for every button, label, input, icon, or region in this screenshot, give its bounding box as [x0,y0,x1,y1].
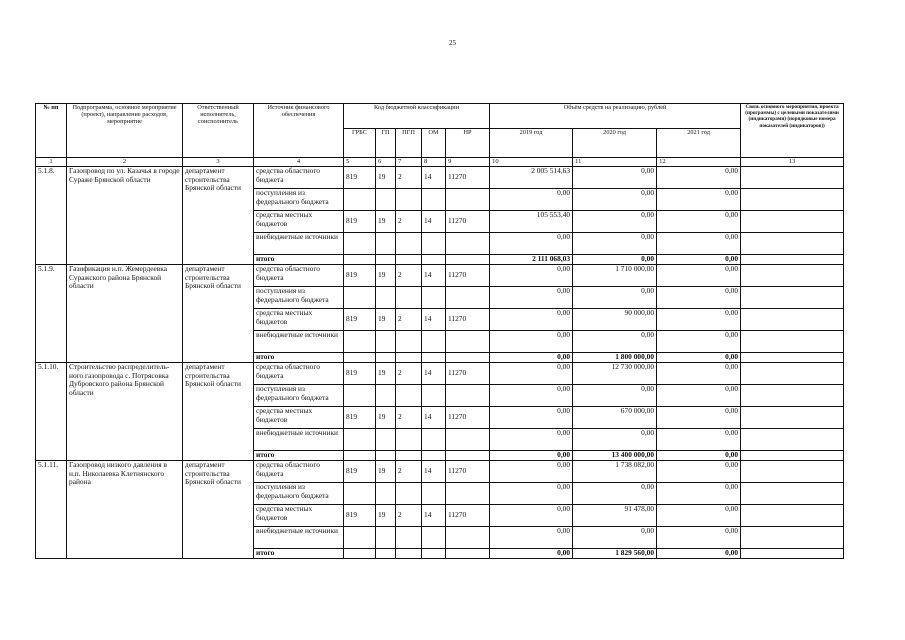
indicator-link [741,255,844,265]
budget-code-grbs [344,189,376,211]
budget-code-pgp [396,429,422,451]
budget-code-gp [376,549,396,559]
colnum-12: 12 [657,158,741,167]
amount-2020: 1 800 000,00 [573,353,657,363]
colnum-9: 9 [446,158,490,167]
funding-source: внебюджетные источники [254,527,344,549]
budget-code-grbs [344,385,376,407]
header-om: ОМ [422,129,446,158]
budget-code-grbs [344,353,376,363]
colnum-8: 8 [422,158,446,167]
amount-2021: 0,00 [657,461,741,483]
budget-code-om: 14 [422,407,446,429]
budget-code-nr [446,189,490,211]
budget-code-nr [446,287,490,309]
budget-code-grbs [344,451,376,461]
budget-code-nr: 11270 [446,167,490,189]
funding-source: итого [254,353,344,363]
budget-code-nr: 11270 [446,363,490,385]
header-name: Подпрограмма, основное мероприятие (проект), направление расходов, мероприятие [67,104,183,158]
page-number: 25 [449,39,456,47]
budget-code-gp [376,483,396,505]
colnum-5: 5 [344,158,376,167]
amount-2021: 0,00 [657,287,741,309]
budget-code-grbs [344,429,376,451]
funding-source: средства местных бюджетов [254,407,344,429]
budget-code-gp [376,287,396,309]
project-number: 5.1.11. [36,461,67,559]
amount-2019: 0,00 [490,331,573,353]
budget-code-grbs: 819 [344,363,376,385]
indicator-link [741,527,844,549]
budget-code-om: 14 [422,363,446,385]
amount-2021: 0,00 [657,211,741,233]
amount-2021: 0,00 [657,549,741,559]
budget-code-gp [376,429,396,451]
amount-2020: 0,00 [573,255,657,265]
amount-2020: 1 738 082,00 [573,461,657,483]
header-link: Связь основного мероприятия, проекта (программы) с целевыми показателями (индикаторами) (порядковые номера показателей (индикаторов)) [741,104,844,158]
amount-2021: 0,00 [657,265,741,287]
amount-2020: 0,00 [573,385,657,407]
amount-2019: 0,00 [490,483,573,505]
budget-code-pgp [396,353,422,363]
budget-code-pgp [396,255,422,265]
project-name: Газопровод по ул. Казачья в городе Сураже Брянской области [67,167,183,265]
indicator-link [741,363,844,385]
header-nr: НР [446,129,490,158]
budget-code-gp: 19 [376,167,396,189]
indicator-link [741,549,844,559]
budget-code-pgp: 2 [396,407,422,429]
amount-2020: 0,00 [573,167,657,189]
budget-code-nr [446,451,490,461]
budget-code-om [422,287,446,309]
budget-code-grbs: 819 [344,505,376,527]
budget-code-pgp: 2 [396,505,422,527]
indicator-link [741,505,844,527]
budget-code-gp [376,385,396,407]
amount-2021: 0,00 [657,353,741,363]
indicator-link [741,309,844,331]
table-row [36,265,844,287]
budget-code-nr [446,385,490,407]
amount-2021: 0,00 [657,505,741,527]
project-name: Газопровод низкого давления в н.п. Николаевка Клетнянского района [67,461,183,559]
amount-2021: 0,00 [657,429,741,451]
funding-source: итого [254,255,344,265]
amount-2019: 2 005 514,63 [490,167,573,189]
budget-code-gp [376,527,396,549]
budget-code-om [422,233,446,255]
column-number-row [36,158,844,167]
header-code-group: Код бюджетной классификации [344,104,490,129]
budget-code-om: 14 [422,461,446,483]
budget-code-om [422,549,446,559]
budget-code-om [422,353,446,363]
funding-source: средства местных бюджетов [254,505,344,527]
budget-code-grbs: 819 [344,407,376,429]
budget-code-om [422,189,446,211]
budget-code-gp: 19 [376,461,396,483]
amount-2020: 0,00 [573,331,657,353]
amount-2020: 0,00 [573,483,657,505]
table-row [36,363,844,385]
amount-2021: 0,00 [657,527,741,549]
budget-code-gp [376,189,396,211]
funding-source: средства местных бюджетов [254,309,344,331]
amount-2019: 105 553,40 [490,211,573,233]
header-gp: ГП [376,129,396,158]
amount-2020: 0,00 [573,211,657,233]
header-pgp: ПГП [396,129,422,158]
budget-code-nr [446,233,490,255]
indicator-link [741,385,844,407]
budget-code-grbs [344,549,376,559]
budget-code-gp [376,255,396,265]
budget-code-om [422,385,446,407]
amount-2021: 0,00 [657,451,741,461]
funding-source: итого [254,451,344,461]
budget-code-grbs [344,483,376,505]
indicator-link [741,483,844,505]
budget-table [35,103,844,559]
budget-code-pgp [396,483,422,505]
colnum-13: 13 [741,158,844,167]
colnum-6: 6 [376,158,396,167]
project-number: 5.1.10. [36,363,67,461]
budget-code-grbs: 819 [344,309,376,331]
colnum-4: 4 [254,158,344,167]
budget-code-pgp [396,233,422,255]
amount-2020: 1 829 560,00 [573,549,657,559]
project-executor: департамент строительства Брянской области [183,461,254,559]
amount-2021: 0,00 [657,407,741,429]
project-name: Строительство распределитель-ного газопровода с. Потрясовка Дубровского района Брянской области [67,363,183,461]
amount-2020: 1 710 000,00 [573,265,657,287]
amount-2019: 0,00 [490,407,573,429]
amount-2021: 0,00 [657,483,741,505]
budget-code-pgp [396,189,422,211]
header-no: № пп [36,104,67,158]
budget-code-grbs [344,233,376,255]
budget-code-gp [376,451,396,461]
project-executor: департамент строительства Брянской области [183,265,254,363]
budget-code-gp: 19 [376,309,396,331]
amount-2021: 0,00 [657,309,741,331]
budget-code-grbs [344,287,376,309]
project-executor: департамент строительства Брянской области [183,363,254,461]
project-number: 5.1.9. [36,265,67,363]
budget-code-om: 14 [422,167,446,189]
budget-code-om: 14 [422,505,446,527]
budget-code-pgp [396,385,422,407]
budget-code-nr: 11270 [446,309,490,331]
funding-source: поступления из федерального бюджета [254,189,344,211]
budget-code-pgp [396,331,422,353]
budget-code-nr: 11270 [446,505,490,527]
amount-2020: 0,00 [573,287,657,309]
indicator-link [741,451,844,461]
amount-2019: 0,00 [490,461,573,483]
amount-2020: 0,00 [573,429,657,451]
amount-2019: 0,00 [490,363,573,385]
budget-code-pgp [396,549,422,559]
indicator-link [741,211,844,233]
indicator-link [741,189,844,211]
indicator-link [741,461,844,483]
amount-2019: 0,00 [490,505,573,527]
amount-2019: 0,00 [490,233,573,255]
amount-2021: 0,00 [657,233,741,255]
budget-code-gp [376,233,396,255]
budget-code-nr: 11270 [446,265,490,287]
project-name: Газификация н.п. Жемердеевка Суражского района Брянской области [67,265,183,363]
budget-code-nr [446,483,490,505]
amount-2019: 0,00 [490,549,573,559]
table-row [36,167,844,189]
budget-code-gp: 19 [376,505,396,527]
funding-source: итого [254,549,344,559]
budget-code-nr: 11270 [446,461,490,483]
budget-code-om [422,527,446,549]
budget-code-pgp: 2 [396,211,422,233]
colnum-2: 2 [67,158,183,167]
budget-code-nr [446,549,490,559]
budget-code-om [422,483,446,505]
funding-source: внебюджетные источники [254,429,344,451]
funding-source: внебюджетные источники [254,233,344,255]
funding-source: средства областного бюджета [254,363,344,385]
budget-code-om [422,429,446,451]
budget-code-gp: 19 [376,407,396,429]
indicator-link [741,407,844,429]
amount-2021: 0,00 [657,255,741,265]
amount-2020: 0,00 [573,233,657,255]
indicator-link [741,429,844,451]
amount-2020: 12 730 000,00 [573,363,657,385]
funding-source: средства областного бюджета [254,167,344,189]
budget-code-grbs [344,255,376,265]
amount-2019: 0,00 [490,527,573,549]
header-year-2021: 2021 год [657,129,741,158]
amount-2021: 0,00 [657,363,741,385]
indicator-link [741,287,844,309]
colnum-1: 1 [36,158,67,167]
budget-code-nr [446,527,490,549]
table-row [36,461,844,483]
amount-2021: 0,00 [657,331,741,353]
amount-2020: 0,00 [573,527,657,549]
amount-2019: 0,00 [490,451,573,461]
project-number: 5.1.8. [36,167,67,265]
amount-2020: 91 478,00 [573,505,657,527]
budget-code-pgp: 2 [396,461,422,483]
colnum-11: 11 [573,158,657,167]
budget-code-pgp: 2 [396,167,422,189]
indicator-link [741,167,844,189]
funding-source: средства областного бюджета [254,265,344,287]
budget-code-pgp: 2 [396,265,422,287]
amount-2020: 670 000,00 [573,407,657,429]
amount-2020: 13 400 000,00 [573,451,657,461]
amount-2019: 2 111 068,03 [490,255,573,265]
funding-source: поступления из федерального бюджета [254,385,344,407]
budget-code-nr: 11270 [446,407,490,429]
indicator-link [741,331,844,353]
budget-code-om [422,255,446,265]
budget-code-nr [446,429,490,451]
budget-code-pgp [396,287,422,309]
budget-code-nr [446,255,490,265]
budget-code-pgp [396,527,422,549]
colnum-10: 10 [490,158,573,167]
budget-code-om: 14 [422,211,446,233]
amount-2019: 0,00 [490,385,573,407]
header-grbs: ГРБС [344,129,376,158]
budget-code-pgp [396,451,422,461]
budget-code-grbs: 819 [344,265,376,287]
budget-code-gp: 19 [376,211,396,233]
funding-source: внебюджетные источники [254,331,344,353]
colnum-7: 7 [396,158,422,167]
header-executor: Ответственный исполнитель, соисполнитель [183,104,254,158]
indicator-link [741,265,844,287]
budget-code-gp: 19 [376,363,396,385]
budget-code-grbs: 819 [344,167,376,189]
budget-code-nr [446,353,490,363]
budget-code-nr: 11270 [446,211,490,233]
header-volume-group: Объём средств на реализацию, рублей [490,104,741,129]
indicator-link [741,233,844,255]
header-source: Источник финансового обеспечения [254,104,344,158]
table-body [36,167,844,559]
budget-code-nr [446,331,490,353]
budget-code-grbs [344,527,376,549]
header-year-2020: 2020 год [573,129,657,158]
project-executor: департамент строительства Брянской области [183,167,254,265]
amount-2021: 0,00 [657,189,741,211]
budget-code-om [422,451,446,461]
budget-code-pgp: 2 [396,309,422,331]
header-row-1 [36,104,844,129]
budget-code-grbs: 819 [344,461,376,483]
budget-code-om: 14 [422,265,446,287]
amount-2019: 0,00 [490,287,573,309]
funding-source: поступления из федерального бюджета [254,483,344,505]
amount-2019: 0,00 [490,309,573,331]
funding-source: средства областного бюджета [254,461,344,483]
amount-2020: 90 000,00 [573,309,657,331]
amount-2021: 0,00 [657,385,741,407]
funding-source: средства местных бюджетов [254,211,344,233]
budget-code-om: 14 [422,309,446,331]
amount-2019: 0,00 [490,353,573,363]
amount-2019: 0,00 [490,265,573,287]
colnum-3: 3 [183,158,254,167]
amount-2019: 0,00 [490,429,573,451]
budget-code-gp [376,353,396,363]
budget-code-pgp: 2 [396,363,422,385]
amount-2021: 0,00 [657,167,741,189]
budget-code-gp [376,331,396,353]
amount-2019: 0,00 [490,189,573,211]
header-year-2019: 2019 год [490,129,573,158]
amount-2020: 0,00 [573,189,657,211]
budget-code-gp: 19 [376,265,396,287]
budget-code-grbs: 819 [344,211,376,233]
funding-source: поступления из федерального бюджета [254,287,344,309]
indicator-link [741,353,844,363]
budget-code-om [422,331,446,353]
budget-code-grbs [344,331,376,353]
